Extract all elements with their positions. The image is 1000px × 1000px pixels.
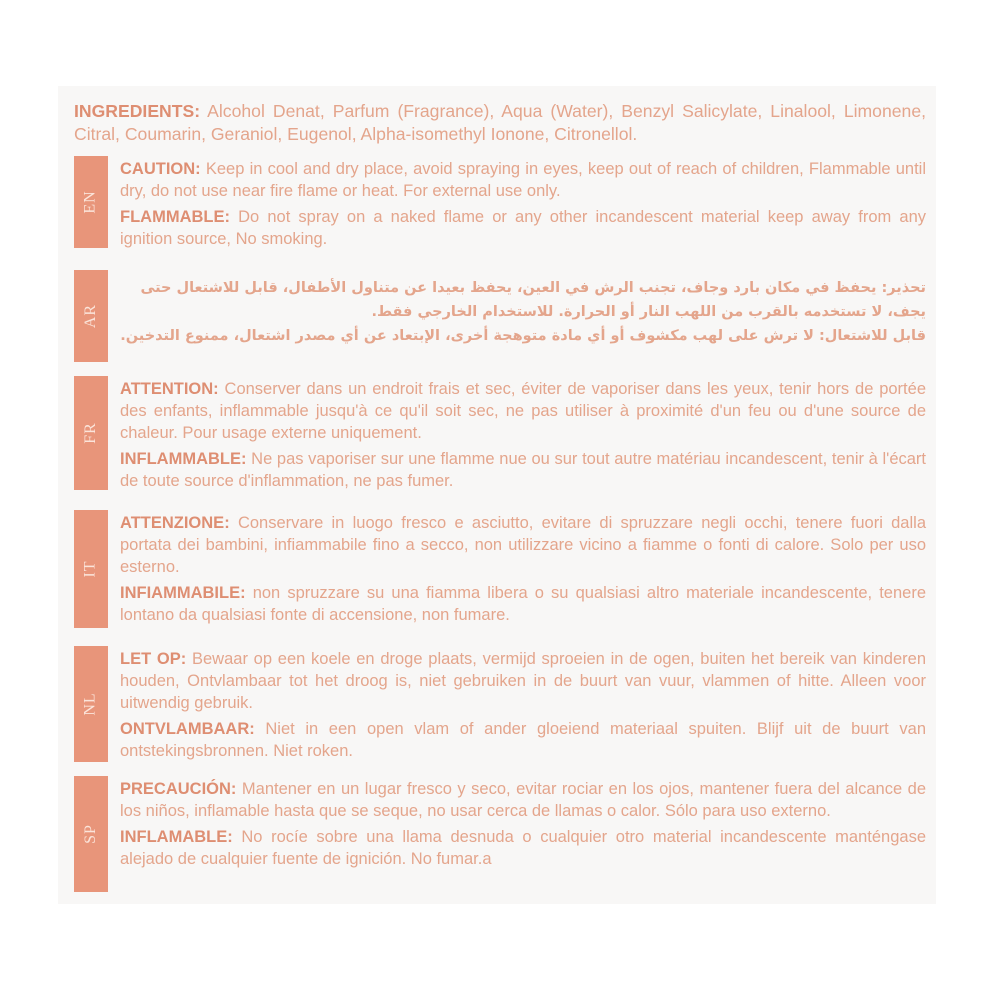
section-fr-caution <box>120 378 926 444</box>
language-tab-fr <box>74 376 108 490</box>
section-sp <box>120 778 926 870</box>
language-tab-fr-label: FR <box>81 422 99 444</box>
language-tab-it <box>74 510 108 628</box>
section-it-caution <box>120 512 926 578</box>
language-tab-sp-label: SP <box>81 824 99 844</box>
section-ar-caution: تحذير: يحفظ في مكان بارد وجاف، تجنب الرش في العين، يحفظ بعيدا عن متناول الأطفال، قابل للاشتعال حتى يجف، لا تستخدمه بالقرب من اللهب النار أو الحرارة. للاستخدام الخارجي فقط. <box>140 280 926 320</box>
language-tab-en-label: EN <box>81 190 99 214</box>
section-en-caution-text: Keep in cool and dry place, avoid spraying in eyes, keep out of reach of children, Flammable until dry, do not use near fire flame or heat. For external use only. <box>120 160 926 200</box>
language-tab-nl-label: NL <box>81 692 99 716</box>
section-en-caution-label: CAUTION: <box>120 160 201 178</box>
section-nl-flammable-label: ONTVLAMBAAR: <box>120 720 255 738</box>
section-it-flammable <box>120 582 926 626</box>
section-nl-caution-text: Bewaar op een koele en droge plaats, vermijd sproeien in de ogen, buiten het bereik van kinderen houden, Ontvlambaar tot het droog is, niet gebruiken in de buurt van vuur, vlammen of hitte. Alleen voor uitwendig gebruik. <box>120 650 926 712</box>
ingredients-list: Alcohol Denat, Parfum (Fragrance), Aqua (Water), Benzyl Salicylate, Linalool, Limonene, Citral, Coumarin, Geraniol, Eugenol, Alpha-isomethyl Ionone, Citronellol. <box>74 101 926 144</box>
language-tab-ar <box>74 270 108 362</box>
section-it <box>120 512 926 626</box>
language-tab-en <box>74 156 108 248</box>
section-fr-caution-text: Conserver dans un endroit frais et sec, éviter de vaporiser dans les yeux, tenir hors de portée des enfants, inflammable jusqu'à ce qu'il soit sec, ne pas utiliser à proximité d'un feu ou d'une source de chaleur. Pour usage externe uniquement. <box>120 380 926 442</box>
section-en-caution <box>120 158 926 202</box>
section-sp-flammable <box>120 826 926 870</box>
section-en-flammable-label: FLAMMABLE: <box>120 208 230 226</box>
section-it-flammable-text: non spruzzare su una fiamma libera o su qualsiasi altro materiale incandescente, tenere lontano da qualsiasi fonte di accensione, non fumare. <box>120 584 926 624</box>
section-it-flammable-label: INFIAMMABILE: <box>120 584 246 602</box>
section-sp-caution-text: Mantener en un lugar fresco y seco, evitar rociar en los ojos, mantener fuera del alcance de los niños, inflamable hasta que se seque, no usar cerca de llamas o calor. Sólo para uso externo. <box>120 780 926 820</box>
ingredients-text <box>74 100 926 146</box>
section-fr <box>120 378 926 492</box>
section-fr-caution-label: ATTENTION: <box>120 380 219 398</box>
section-nl <box>120 648 926 762</box>
language-tab-sp <box>74 776 108 892</box>
section-sp-flammable-label: INFLAMABLE: <box>120 828 233 846</box>
section-fr-flammable-label: INFLAMMABLE: <box>120 450 247 468</box>
section-it-caution-text: Conservare in luogo fresco e asciutto, evitare di spruzzare negli occhi, tenere fuori dalla portata dei bambini, infiammabile fino a secco, non utilizzare vicino a fiamme o fonti di calore. Solo per uso esterno. <box>120 514 926 576</box>
section-it-caution-label: ATTENZIONE: <box>120 514 230 532</box>
section-nl-flammable-text: Niet in een open vlam of ander gloeiend materiaal spuiten. Blijf uit de buurt van ontstekingsbronnen. Niet roken. <box>120 720 926 760</box>
section-sp-caution <box>120 778 926 822</box>
section-en <box>120 158 926 250</box>
section-nl-caution-label: LET OP: <box>120 650 187 668</box>
section-fr-flammable-text: Ne pas vaporiser sur une flamme nue ou sur tout autre matériau incandescent, tenir à l'écart de toute source d'inflammation, ne pas fumer. <box>120 450 926 490</box>
section-nl-flammable <box>120 718 926 762</box>
language-tab-nl <box>74 646 108 762</box>
section-ar-flammable: قابل للاشتعال: لا ترش على لهب مكشوف أو أي مادة متوهجة أخرى، الإبتعاد عن أي مصدر اشتعال، ممنوع التدخين. <box>120 328 926 344</box>
section-en-flammable <box>120 206 926 250</box>
language-tab-it-label: IT <box>81 560 99 578</box>
section-fr-flammable <box>120 448 926 492</box>
language-tab-ar-label: AR <box>81 303 99 329</box>
section-sp-caution-label: PRECAUCIÓN: <box>120 780 237 798</box>
section-en-flammable-text: Do not spray on a naked flame or any other incandescent material keep away from any ignition source, No smoking. <box>120 208 926 248</box>
section-sp-flammable-text: No rocíe sobre una llama desnuda o cualquier otro material incandescente manténgase alejado de cualquier fuente de ignición. No fumar.a <box>120 828 926 868</box>
section-ar <box>120 276 926 348</box>
section-nl-caution <box>120 648 926 714</box>
ingredients-heading: INGREDIENTS: <box>74 101 201 121</box>
